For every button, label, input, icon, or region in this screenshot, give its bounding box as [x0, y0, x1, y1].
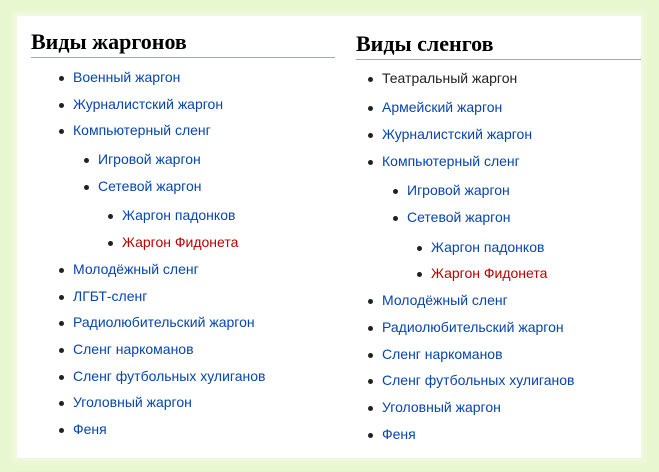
list-item-gaming-jargon[interactable]: Игровой жаргон — [98, 151, 201, 167]
list-item-youth-slang[interactable]: Молодёжный сленг — [382, 292, 508, 308]
list-item-journalist-jargon[interactable]: Журналистский жаргон — [73, 96, 224, 112]
list-item-football-hooligan-slang[interactable]: Сленг футбольных хулиганов — [382, 372, 575, 388]
list-item-theater-jargon: Театральный жаргон — [382, 70, 518, 86]
jargon-types-heading: Виды жаргонов — [31, 16, 335, 58]
list-item-gaming-jargon[interactable]: Игровой жаргон — [407, 182, 510, 198]
list-item-fidonet-jargon[interactable]: Жаргон Фидонета — [431, 265, 548, 281]
list-item-lgbt-slang[interactable]: ЛГБТ-сленг — [73, 288, 148, 304]
list-item-drug-slang[interactable]: Сленг наркоманов — [73, 341, 194, 357]
list-item-computer-slang[interactable]: Компьютерный сленг — [73, 122, 211, 138]
list-item-padonki-jargon[interactable]: Жаргон падонков — [122, 207, 236, 223]
list-item-criminal-jargon[interactable]: Уголовный жаргон — [382, 399, 501, 415]
list-item-fenya[interactable]: Феня — [382, 426, 416, 442]
list-item-network-jargon[interactable]: Сетевой жаргон — [98, 178, 202, 194]
list-item-radio-amateur-jargon[interactable]: Радиолюбительский жаргон — [73, 314, 255, 330]
list-item-drug-slang[interactable]: Сленг наркоманов — [382, 346, 503, 362]
list-item-football-hooligan-slang[interactable]: Сленг футбольных хулиганов — [73, 368, 266, 384]
jargon-types-column — [31, 16, 335, 437]
content-panel — [17, 16, 641, 458]
list-item-fenya[interactable]: Феня — [73, 421, 107, 437]
list-item-criminal-jargon[interactable]: Уголовный жаргон — [73, 394, 192, 410]
list-item-fidonet-jargon[interactable]: Жаргон Фидонета — [122, 234, 239, 250]
slang-types-heading: Виды сленгов — [356, 16, 641, 60]
list-item-army-jargon[interactable]: Армейский жаргон — [382, 99, 503, 115]
list-item-youth-slang[interactable]: Молодёжный сленг — [73, 261, 199, 277]
list-item-radio-amateur-jargon[interactable]: Радиолюбительский жаргон — [382, 319, 564, 335]
list-item-network-jargon[interactable]: Сетевой жаргон — [407, 209, 511, 225]
list-item-padonki-jargon[interactable]: Жаргон падонков — [431, 239, 545, 255]
list-item-journalist-jargon[interactable]: Журналистский жаргон — [382, 126, 533, 142]
list-item-military-jargon[interactable]: Военный жаргон — [73, 69, 181, 85]
slang-types-column — [356, 16, 641, 442]
list-item-computer-slang[interactable]: Компьютерный сленг — [382, 153, 520, 169]
